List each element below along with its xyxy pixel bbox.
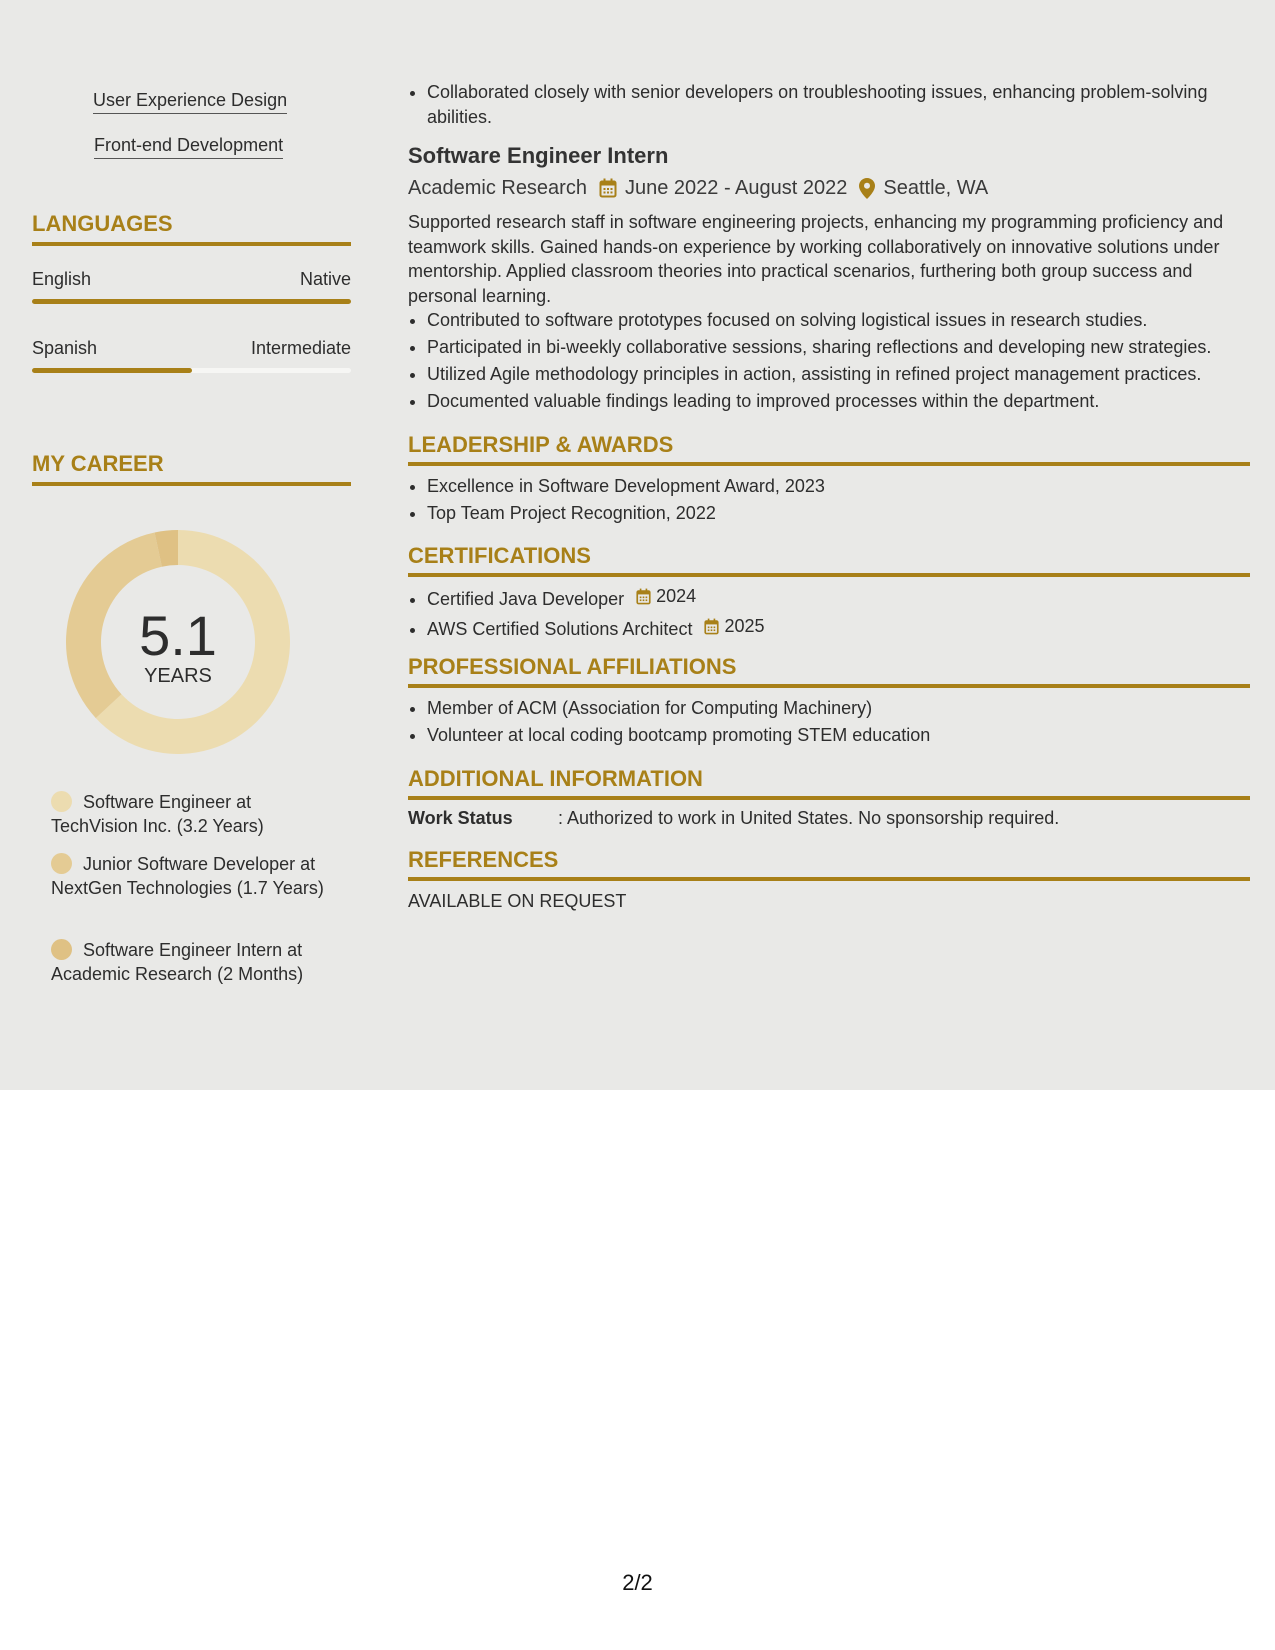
certifications-heading: CERTIFICATIONS [408, 543, 1250, 577]
work-status-value: : Authorized to work in United States. No sponsorship required. [558, 808, 1060, 828]
language-bar [32, 368, 351, 373]
legend-dot [51, 939, 72, 960]
list-item: • Volunteer at local coding bootcamp promoting STEM education [427, 722, 1269, 749]
previous-job-bullets [408, 80, 1269, 129]
location-pin-icon [859, 178, 875, 199]
leadership-list [408, 473, 1269, 527]
work-status-label: Work Status [408, 808, 513, 828]
list-item [427, 583, 1269, 613]
legend-label: Software Engineer at TechVision Inc. (3.2 Years) [51, 792, 264, 836]
list-item: • Member of ACM (Association for Computing Machinery) [427, 695, 1269, 722]
list-item: • Participated in bi-weekly collaborative sessions, sharing reflections and developing new strategies. [427, 334, 1269, 361]
page-number: 2/2 [622, 1570, 653, 1595]
language-bar-fill [32, 299, 351, 304]
cert-name: AWS Certified Solutions Architect [427, 619, 693, 639]
references-text: AVAILABLE ON REQUEST [408, 891, 627, 911]
affiliations-heading: PROFESSIONAL AFFILIATIONS [408, 654, 1250, 688]
languages-heading: LANGUAGES [32, 211, 351, 246]
job-description: Supported research staff in software engineering projects, enhancing my programming proficiency and teamwork skills. Gained hands-on experience by working collaboratively on innovative solutions under mentorship. Applied classroom theories into practical scenarios, furthering both group success and personal learning. [408, 212, 1224, 306]
list-item: • Contributed to software prototypes focused on solving logistical issues in research studies. [427, 307, 1269, 334]
list-item: • Utilized Agile methodology principles in action, assisting in refined project management practices. [427, 361, 1269, 388]
career-legend-item [51, 938, 331, 986]
calendar-icon [636, 588, 651, 605]
cert-year: 2024 [656, 586, 697, 606]
work-status-row [408, 806, 1059, 830]
legend-dot [51, 853, 72, 874]
language-row [32, 337, 351, 359]
career-legend-item [51, 852, 331, 900]
legend-label: Software Engineer Intern at Academic Research (2 Months) [51, 940, 304, 984]
job-company: Academic Research [408, 177, 587, 199]
job-title: Software Engineer Intern [408, 143, 669, 168]
career-years-label: YEARS [144, 665, 212, 687]
skill-item: Front-end Development [94, 134, 283, 159]
cert-year: 2025 [724, 616, 765, 636]
list-item: • Documented valuable findings leading to improved processes within the department. [427, 388, 1269, 415]
language-bar-fill [32, 368, 192, 373]
leadership-heading: LEADERSHIP & AWARDS [408, 432, 1250, 466]
list-item [427, 613, 1269, 643]
skill-item: User Experience Design [93, 89, 287, 114]
list-item: • Excellence in Software Development Award, 2023 [427, 473, 1269, 500]
language-level: Intermediate [250, 338, 351, 358]
language-name: Spanish [32, 338, 98, 358]
language-row [32, 268, 351, 290]
list-item: • Top Team Project Recognition, 2022 [427, 500, 1269, 527]
job-location: Seattle, WA [883, 177, 989, 199]
career-legend-item [51, 790, 331, 838]
career-total-years: 5.1 [139, 604, 217, 667]
career-heading: MY CAREER [32, 451, 351, 486]
job-bullets [408, 307, 1269, 415]
language-bar [32, 299, 351, 304]
certifications-list [408, 583, 1269, 643]
legend-dot [51, 791, 72, 812]
job-meta [408, 175, 988, 201]
additional-info-heading: ADDITIONAL INFORMATION [408, 766, 1250, 800]
affiliations-list [408, 695, 1269, 749]
references-heading: REFERENCES [408, 847, 1250, 881]
language-name: English [32, 269, 92, 289]
calendar-icon [599, 178, 617, 198]
legend-label: Junior Software Developer at NextGen Technologies (1.7 Years) [51, 854, 324, 898]
language-level: Native [299, 269, 351, 289]
list-item: • Collaborated closely with senior developers on troubleshooting issues, enhancing problem-solving abilities. [427, 80, 1269, 129]
cert-name: Certified Java Developer [427, 589, 625, 609]
job-dates: June 2022 - August 2022 [624, 177, 848, 199]
calendar-icon [704, 618, 719, 635]
